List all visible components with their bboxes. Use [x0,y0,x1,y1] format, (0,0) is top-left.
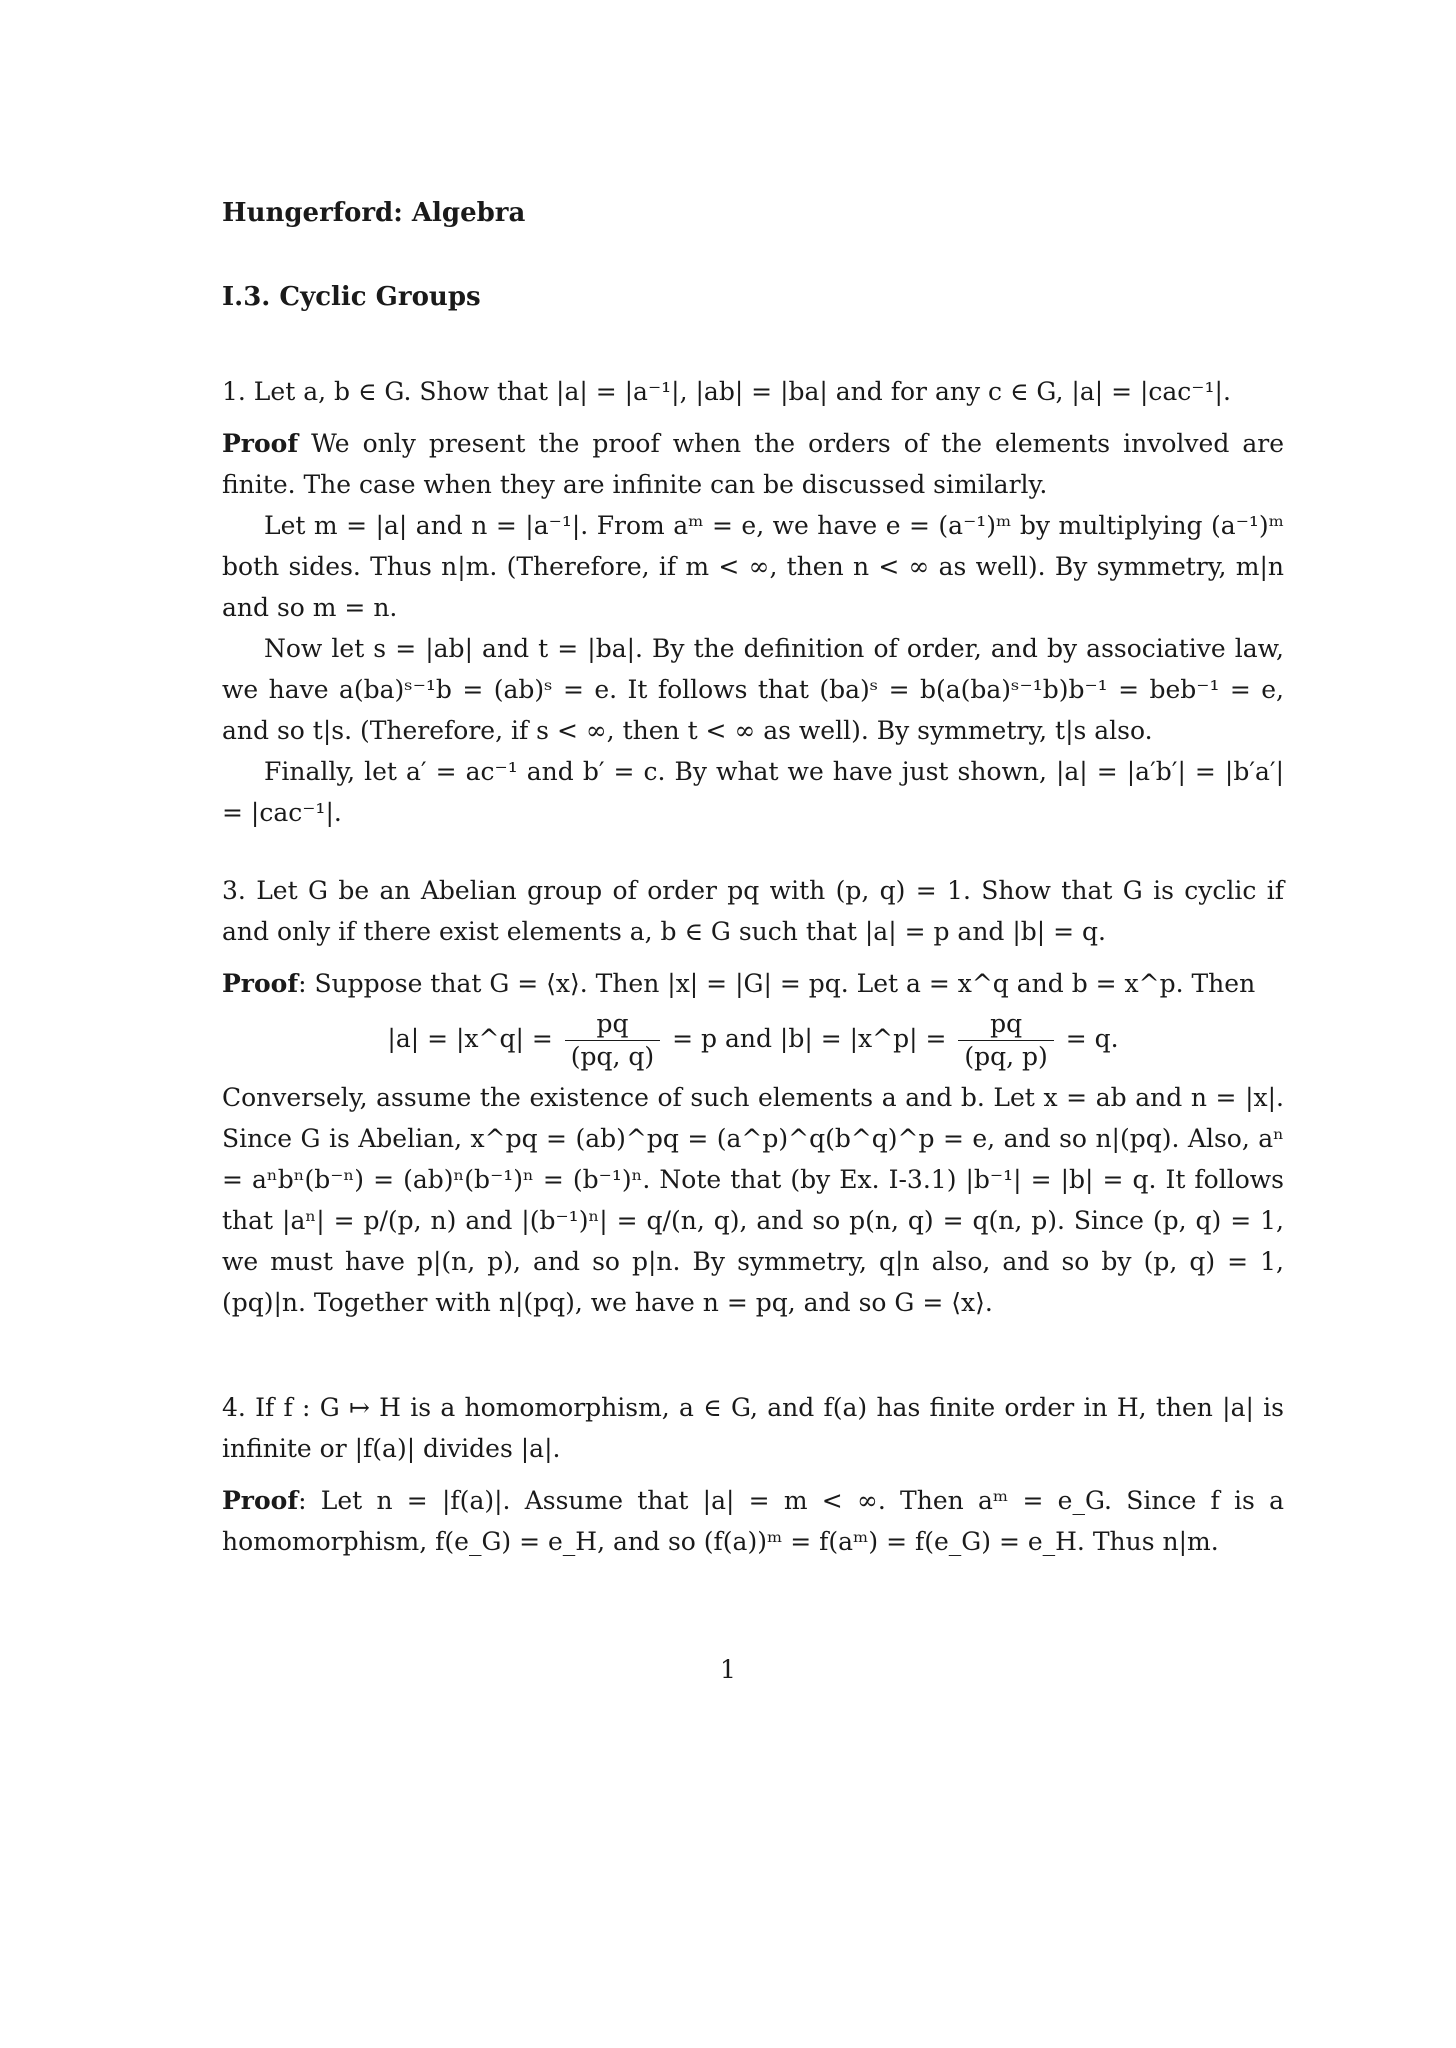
fraction-1-numerator: pq [565,1008,660,1041]
page-number: 1 [720,1655,736,1684]
proof-label: Proof [222,969,299,998]
fraction-2-denominator: (pq, p) [964,1042,1048,1071]
section-title: I.3. Cyclic Groups [222,282,481,312]
problem-3-statement: 3. Let G be an Abelian group of order pq with (p, q) = 1. Show that G is cyclic if and only if there exist elements a, b ∈ G such that |a| = p and |b| = q. [222,876,1284,946]
proof-label: Proof [222,429,299,458]
fraction-1 [565,1008,660,1073]
problem-1-paragraph-3: Now let s = |ab| and t = |ba|. By the definition of order, and by associative law, we have a(ba)ˢ⁻¹b = (ab)ˢ = e. It follows that (ba)ˢ = b(a(ba)ˢ⁻¹b)b⁻¹ = beb⁻¹ = e, and so t|s. (Therefore, if s < ∞, then t < ∞ as well). By symmetry, t|s also. [222,634,1284,745]
problem-1-paragraph-2: Let m = |a| and n = |a⁻¹|. From aᵐ = e, we have e = (a⁻¹)ᵐ by multiplying (a⁻¹)ᵐ both sides. Thus n|m. (Therefore, if m < ∞, then n < ∞ as well). By symmetry, m|n and so m = n. [222,511,1284,622]
fraction-2 [958,1008,1053,1073]
display-equation [222,1008,1284,1073]
proof-text: : Suppose that G = ⟨x⟩. Then |x| = |G| = pq. Let a = x^q and b = x^p. Then [298,969,1256,998]
problem-1 [222,371,1284,833]
fraction-2-numerator: pq [958,1008,1053,1041]
problem-1-statement: 1. Let a, b ∈ G. Show that |a| = |a⁻¹|, |ab| = |ba| and for any c ∈ G, |a| = |cac⁻¹|. [222,377,1231,406]
equation-left: |a| = |x^q| = [387,1024,553,1053]
proof-label: Proof [222,1486,299,1515]
problem-3-proof-intro [222,963,1284,1004]
document-title: Hungerford: Algebra [222,198,526,228]
proof-text: : Let n = |f(a)|. Assume that |a| = m < ∞. Then aᵐ = e_G. Since f is a homomorphism, f(e_G) = e_H, and so (f(a))ᵐ = f(aᵐ) = f(e_G) = e_H. Thus n|m. [222,1486,1284,1556]
equation-right: = q. [1065,1024,1119,1053]
problem-1-proof-intro [222,423,1284,505]
problem-3 [222,870,1284,1323]
proof-text: We only present the proof when the orders of the elements involved are finite. The case when they are infinite can be discussed similarly. [222,429,1284,499]
fraction-1-denominator: (pq, q) [570,1042,655,1071]
problem-3-paragraph-2: Conversely, assume the existence of such elements a and b. Let x = ab and n = |x|. Since G is Abelian, x^pq = (ab)^pq = (a^p)^q(b^q)^p = e, and so n|(pq). Also, aⁿ = aⁿbⁿ(b⁻ⁿ) = (ab)ⁿ(b⁻¹)ⁿ = (b⁻¹)ⁿ. Note that (by Ex. I-3.1) |b⁻¹| = |b| = q. It follows that |aⁿ| = p/(p, n) and |(b⁻¹)ⁿ| = q/(n, q), and so p(n, q) = q(n, p). Since (p, q) = 1, we must have p|(n, p), and so p|n. By symmetry, q|n also, and so by (p, q) = 1, (pq)|n. Together with n|(pq), we have n = pq, and so G = ⟨x⟩. [222,1083,1284,1317]
problem-1-paragraph-4: Finally, let a′ = ac⁻¹ and b′ = c. By what we have just shown, |a| = |a′b′| = |b′a′| = |cac⁻¹|. [222,757,1284,827]
problem-4-statement: 4. If f : G ↦ H is a homomorphism, a ∈ G, and f(a) has finite order in H, then |a| is infinite or |f(a)| divides |a|. [222,1393,1284,1463]
equation-middle: = p and |b| = |x^p| = [672,1024,947,1053]
problem-4 [222,1387,1284,1562]
problem-4-proof [222,1480,1284,1562]
